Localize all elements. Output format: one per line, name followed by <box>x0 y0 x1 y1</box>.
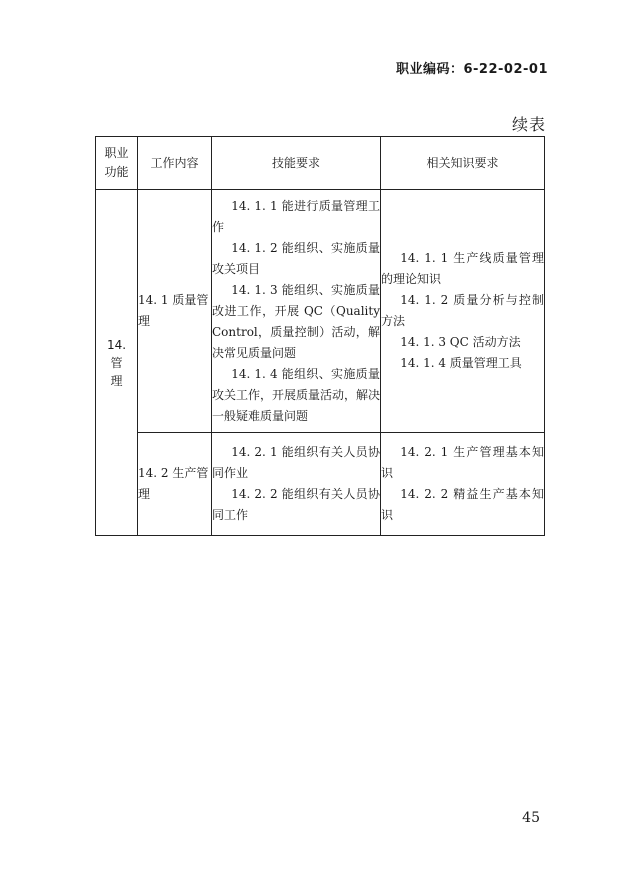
table-header-row <box>96 137 545 190</box>
knowledge-item: 14. 1. 1 生产线质量管理的理论知识 <box>381 251 544 286</box>
column-header-skills: 技能要求 <box>212 137 381 190</box>
table-row <box>96 433 545 536</box>
function-cell <box>96 190 138 536</box>
skill-item: 14. 2. 2 能组织有关人员协同工作 <box>212 487 380 522</box>
skill-item: 14. 1. 4 能组织、实施质量攻关工作，开展质量活动，解决一般疑难质量问题 <box>212 366 381 423</box>
column-header-function: 职业功能 <box>96 137 138 190</box>
continued-label: 续表 <box>511 115 546 134</box>
knowledge-cell <box>381 190 545 433</box>
knowledge-item: 14. 2. 1 生产管理基本知识 <box>381 445 544 480</box>
skills-table <box>95 136 545 536</box>
table-row <box>96 190 545 433</box>
knowledge-item: 14. 1. 4 质量管理工具 <box>400 356 522 370</box>
skill-item: 14. 1. 1 能进行质量管理工作 <box>212 198 380 234</box>
skills-cell <box>212 433 381 536</box>
knowledge-item: 14. 2. 2 精益生产基本知识 <box>381 487 544 522</box>
knowledge-item: 14. 1. 2 质量分析与控制方法 <box>381 293 544 328</box>
skills-cell <box>212 190 381 433</box>
skill-item: 14. 2. 1 能组织有关人员协同作业 <box>212 445 380 480</box>
function-name: 管理 <box>110 355 123 388</box>
content-cell: 14. 2 生产管理 <box>138 433 212 536</box>
knowledge-item: 14. 1. 3 QC 活动方法 <box>400 335 521 349</box>
column-header-knowledge: 相关知识要求 <box>381 137 545 190</box>
function-number: 14. <box>106 337 127 352</box>
skill-item: 14. 1. 3 能组织、实施质量改进工作，开展 QC（Quality Control，质量控制）活动，解决常见质量问题 <box>212 282 380 360</box>
occupation-code: 职业编码：6-22-02-01 <box>395 62 548 77</box>
skill-item: 14. 1. 2 能组织、实施质量攻关项目 <box>212 240 380 276</box>
content-cell: 14. 1 质量管理 <box>138 190 212 433</box>
column-header-content: 工作内容 <box>138 137 212 190</box>
knowledge-cell <box>381 433 545 536</box>
page-number: 45 <box>522 810 540 826</box>
